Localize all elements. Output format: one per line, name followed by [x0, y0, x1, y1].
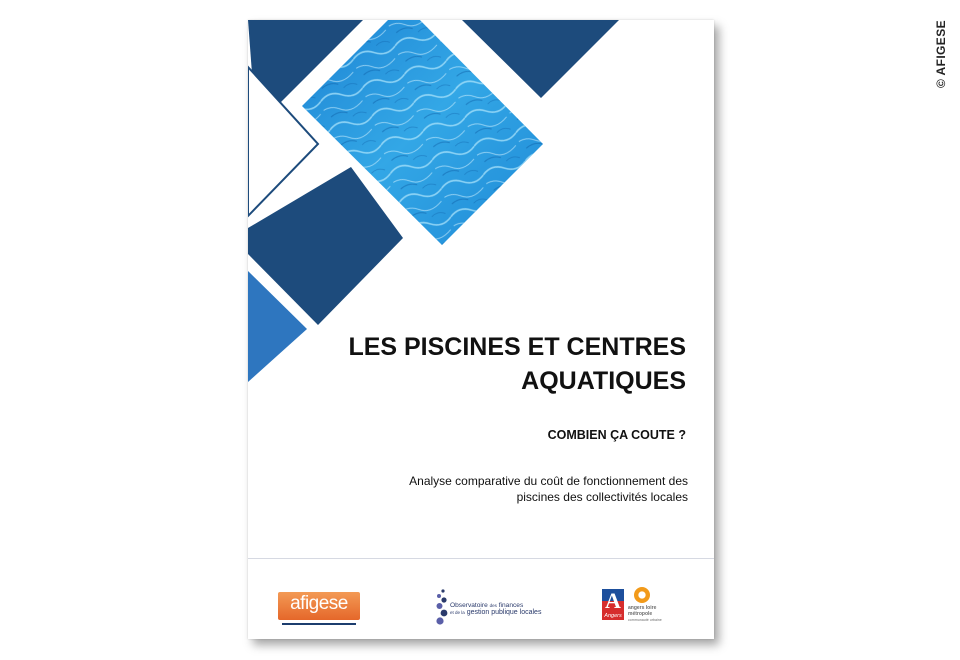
copyright-text: © AFIGESE — [934, 19, 948, 89]
observatoire-logo — [436, 586, 546, 630]
description-line-1: Analyse comparative du coût de fonctionnement des — [409, 474, 688, 488]
observatoire-line-2 — [450, 609, 541, 617]
observatoire-small-et-de-la: et de la — [450, 610, 465, 615]
observatoire-finances: finances — [498, 602, 524, 609]
report-cover — [248, 20, 714, 639]
observatoire-dots-icon — [436, 586, 450, 630]
afigese-logo-text: afigese — [290, 593, 348, 614]
footer-divider — [248, 558, 714, 559]
metropole-line-3: communauté urbaine — [628, 618, 662, 622]
angers-logo-name: Angers — [604, 613, 622, 619]
title-line-2: AQUATIQUES — [521, 367, 686, 395]
angers-a-icon: A — [605, 588, 621, 613]
metropole-line-1: angers loire — [628, 605, 657, 611]
metropole-line-2: métropole — [628, 611, 653, 617]
afigese-logo — [278, 592, 360, 620]
observatoire-small-des: des — [489, 603, 497, 608]
angers-logos — [602, 587, 680, 623]
observatoire-gestion: gestion publique locales — [466, 609, 542, 616]
report-title — [266, 330, 686, 398]
title-line-1: LES PISCINES ET CENTRES — [348, 333, 686, 361]
metropole-sun-icon — [634, 587, 650, 603]
metropole-logo-text — [628, 605, 678, 623]
description-line-2: piscines des collectivités locales — [516, 490, 688, 504]
observatoire-word: Observatoire — [450, 602, 488, 609]
angers-city-logo — [602, 589, 624, 620]
report-description — [328, 473, 688, 505]
report-subtitle: COMBIEN ÇA COUTE ? — [547, 428, 686, 442]
afigese-logo-underline — [282, 623, 356, 625]
copyright-notice — [928, 10, 954, 98]
